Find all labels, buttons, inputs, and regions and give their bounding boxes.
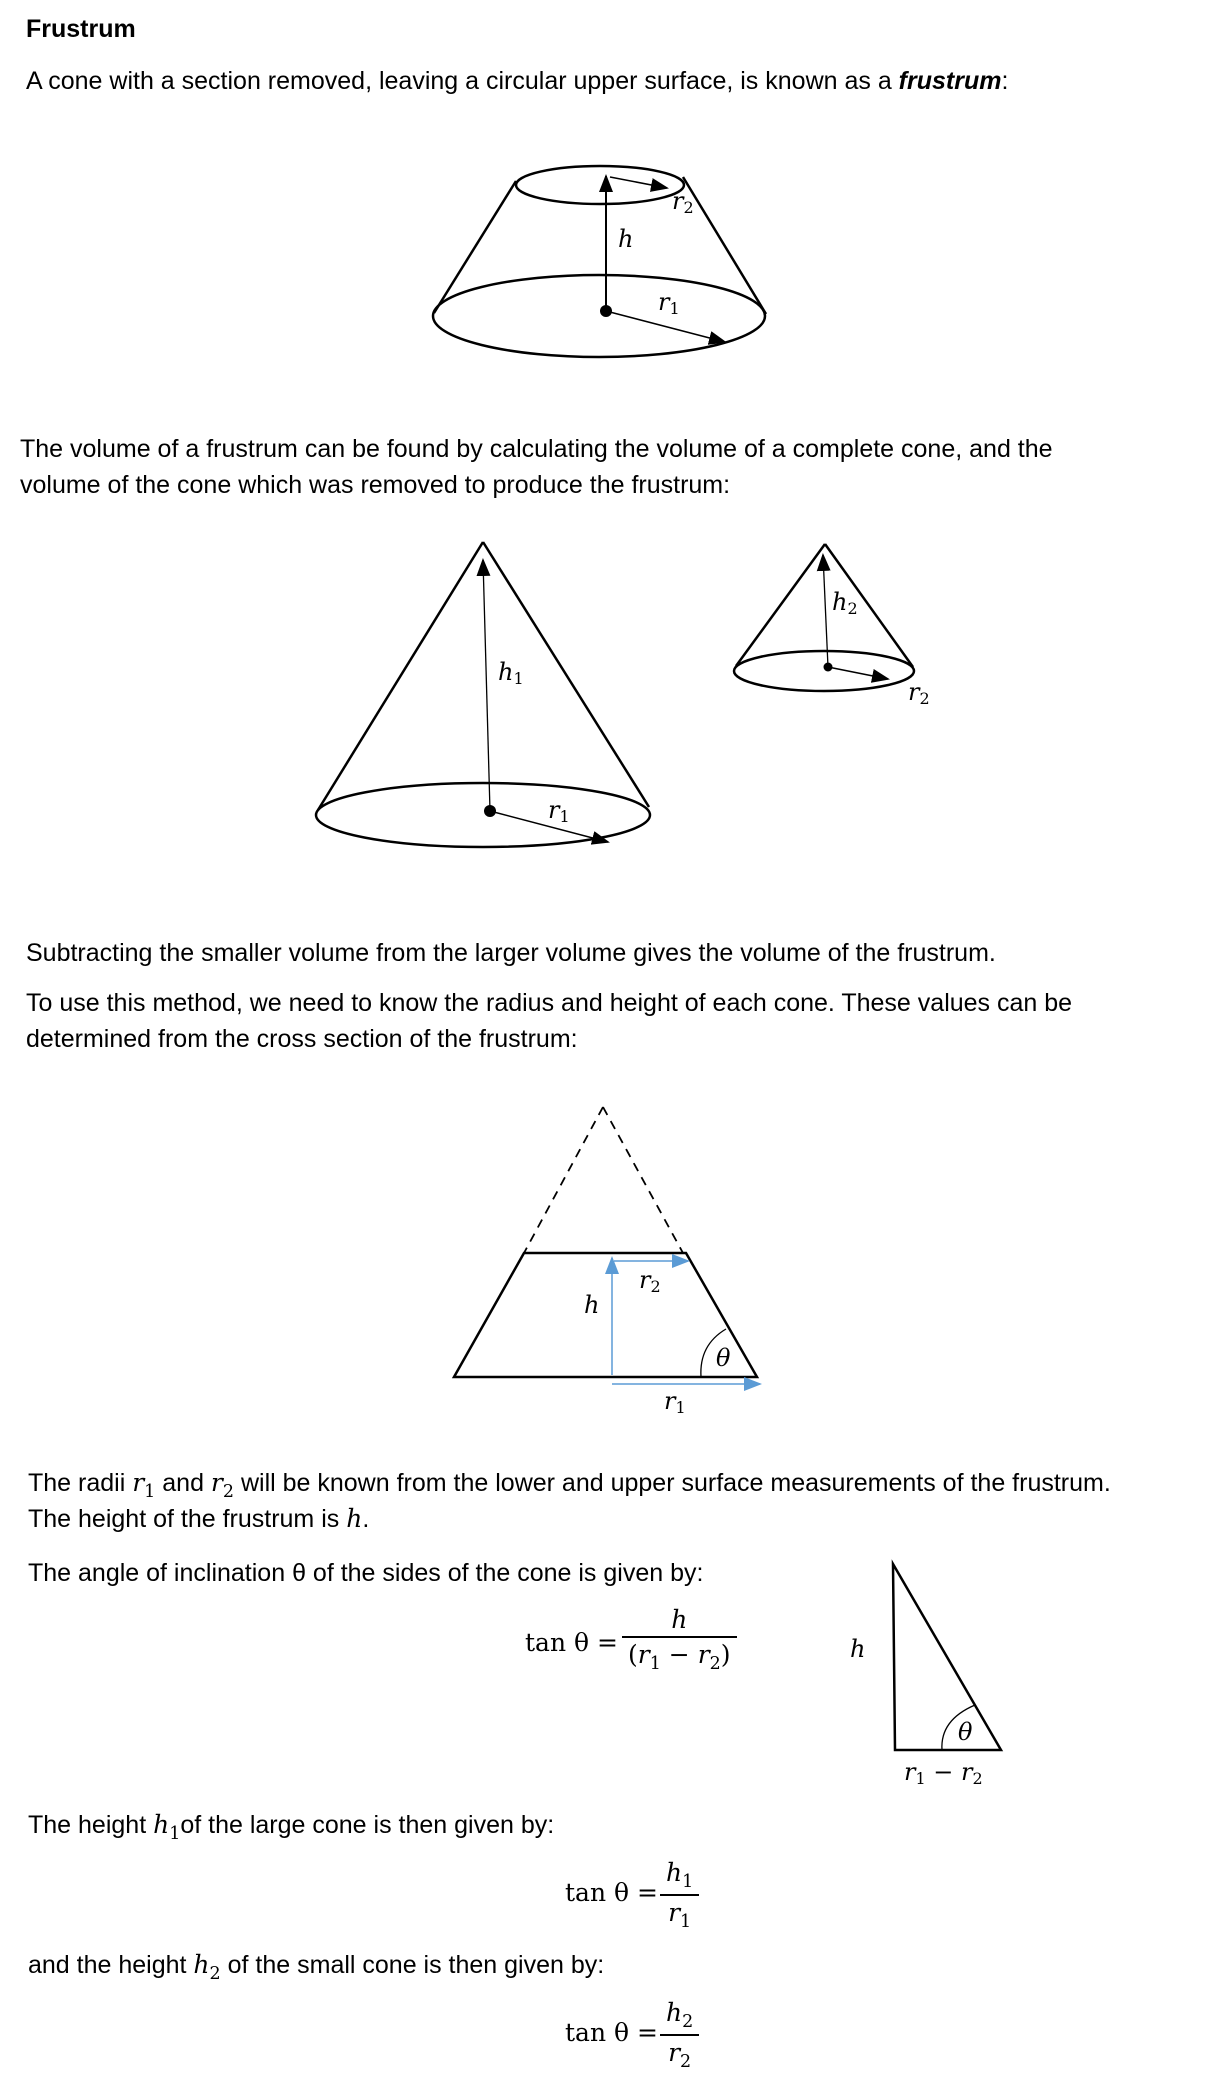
frustum-label-h: h bbox=[618, 225, 634, 253]
intro-text: A cone with a section removed, leaving a circular upper surface, is known as a bbox=[26, 67, 899, 95]
page-title: Frustrum bbox=[26, 15, 136, 43]
large-cone-label-r1: r1 bbox=[548, 796, 570, 826]
radii-paragraph-line2: The height of the frustrum is h. bbox=[28, 1504, 370, 1533]
right-triangle bbox=[893, 1564, 1001, 1750]
triangle-label-h: h bbox=[850, 1635, 866, 1663]
method-paragraph-line2: determined from the cross section of the frustrum: bbox=[26, 1025, 578, 1053]
cross-section-label-h: h bbox=[584, 1291, 600, 1319]
frustum-label-r1: r1 bbox=[658, 288, 680, 318]
small-cone-label-r2: r2 bbox=[908, 678, 930, 708]
volume-paragraph-line2: volume of the cone which was removed to produce the frustrum: bbox=[20, 471, 731, 499]
subtract-paragraph: Subtracting the smaller volume from the larger volume gives the volume of the frustrum. bbox=[26, 939, 996, 967]
formula2-lhs: tan θ = bbox=[565, 1878, 658, 1907]
cross-section-label-r1: r1 bbox=[664, 1387, 686, 1417]
large-cone-label-h1: h1 bbox=[498, 658, 524, 688]
triangle-label-base: r1 − r2 bbox=[904, 1758, 983, 1788]
frustum-label-r2: r2 bbox=[672, 187, 694, 217]
small-cone-label-h2: h2 bbox=[832, 588, 858, 618]
h1-paragraph: The height $h_1of$ the large cone is then given by: bbox=[28, 1810, 555, 1844]
cross-section-label-r2: r2 bbox=[639, 1266, 661, 1296]
radii-paragraph-line1: The radii $r_1$ and $r_2$ will be known from the lower and upper surface measurements of the frustrum. bbox=[28, 1468, 1111, 1502]
frustum-shape bbox=[433, 166, 766, 357]
formula3-fraction: $h_2$ $r_2$ bbox=[660, 1998, 699, 2072]
large-cone bbox=[316, 542, 650, 847]
formula2-fraction: $h_1$ $r_1$ bbox=[660, 1858, 699, 1932]
volume-paragraph-line1: The volume of a frustrum can be found by calculating the volume of a complete cone, and the bbox=[20, 435, 1053, 463]
method-paragraph-line1: To use this method, we need to know the radius and height of each cone. These values can be bbox=[26, 989, 1073, 1017]
h2-paragraph: and the height $h_2$ of the small cone is then given by: bbox=[28, 1950, 605, 1984]
r2-arrow bbox=[610, 177, 667, 188]
cross-section-label-theta: θ bbox=[716, 1344, 731, 1372]
angle-paragraph: The angle of inclination θ of the sides of the cone is given by: bbox=[28, 1559, 704, 1587]
cross-section-diagram bbox=[454, 1107, 760, 1384]
intro-term: frustrum bbox=[898, 67, 1002, 95]
small-cone bbox=[734, 544, 914, 691]
intro-end: : bbox=[1001, 67, 1009, 95]
formula1-fraction: h $(r_1 - r_2)$ bbox=[622, 1605, 737, 1674]
formula1-lhs: tan θ = bbox=[525, 1628, 618, 1657]
formula3-lhs: tan θ = bbox=[565, 2018, 658, 2047]
triangle-label-theta: θ bbox=[958, 1718, 973, 1746]
